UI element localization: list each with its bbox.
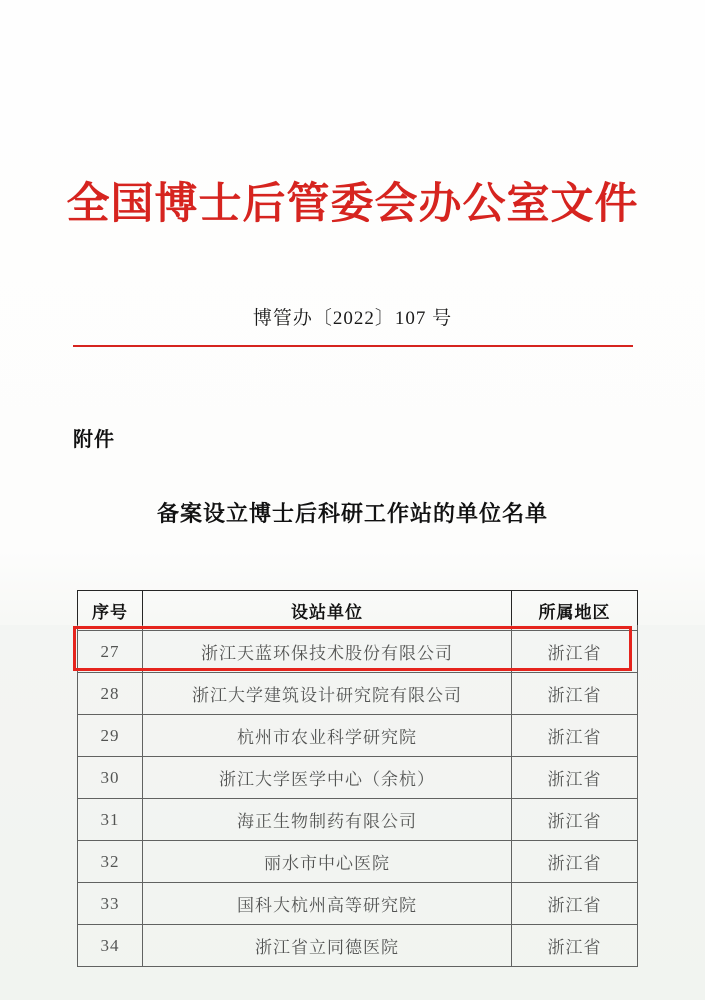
cell-region: 浙江省 <box>512 799 638 841</box>
cell-no: 30 <box>78 757 143 799</box>
cell-region: 浙江省 <box>512 715 638 757</box>
cell-unit: 浙江大学医学中心（余杭） <box>143 757 512 799</box>
attachment-label: 附件 <box>73 429 115 451</box>
cell-unit: 浙江大学建筑设计研究院有限公司 <box>143 673 512 715</box>
table-row <box>78 715 638 757</box>
table-row <box>78 757 638 799</box>
red-divider-rule <box>73 345 633 347</box>
table-row <box>78 673 638 715</box>
table-body <box>78 631 638 967</box>
cell-region: 浙江省 <box>512 841 638 883</box>
cell-no: 34 <box>78 925 143 967</box>
document-title: 全国博士后管委会办公室文件 <box>66 179 639 229</box>
cell-unit: 海正生物制药有限公司 <box>143 799 512 841</box>
cell-region: 浙江省 <box>512 757 638 799</box>
column-header-region: 所属地区 <box>512 591 638 631</box>
table-header-row <box>78 591 638 631</box>
column-header-unit: 设站单位 <box>143 591 512 631</box>
cell-no: 31 <box>78 799 143 841</box>
cell-region: 浙江省 <box>512 631 638 673</box>
cell-no: 29 <box>78 715 143 757</box>
cell-unit: 浙江天蓝环保技术股份有限公司 <box>143 631 512 673</box>
cell-region: 浙江省 <box>512 673 638 715</box>
table-row <box>78 841 638 883</box>
table-row <box>78 799 638 841</box>
table-row <box>78 925 638 967</box>
cell-no: 33 <box>78 883 143 925</box>
cell-unit: 丽水市中心医院 <box>143 841 512 883</box>
table-row <box>78 631 638 673</box>
cell-no: 32 <box>78 841 143 883</box>
document-number: 博管办〔2022〕107 号 <box>252 308 453 329</box>
unit-list-table <box>77 590 638 967</box>
cell-region: 浙江省 <box>512 925 638 967</box>
list-title: 备案设立博士后科研工作站的单位名单 <box>156 501 548 526</box>
cell-no: 28 <box>78 673 143 715</box>
cell-unit: 杭州市农业科学研究院 <box>143 715 512 757</box>
column-header-no: 序号 <box>78 591 143 631</box>
cell-unit: 浙江省立同德医院 <box>143 925 512 967</box>
cell-unit: 国科大杭州高等研究院 <box>143 883 512 925</box>
cell-no: 27 <box>78 631 143 673</box>
cell-region: 浙江省 <box>512 883 638 925</box>
table-row <box>78 883 638 925</box>
